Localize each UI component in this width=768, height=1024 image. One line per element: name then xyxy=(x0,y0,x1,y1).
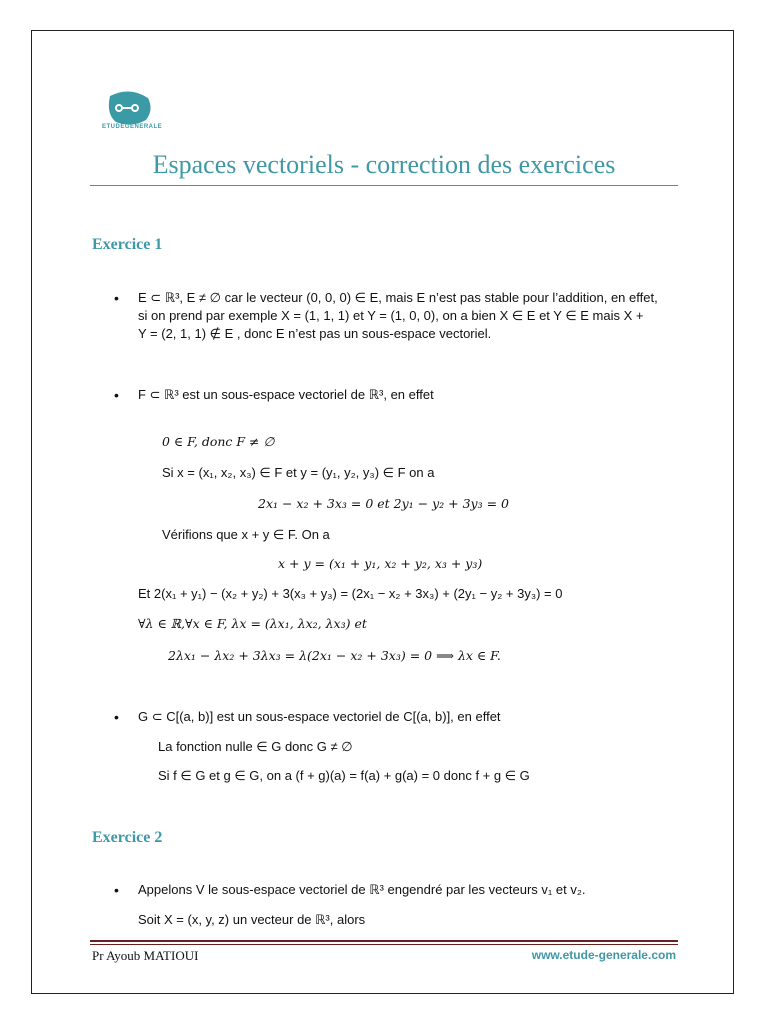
text-line: F ⊂ ℝ³ est un sous-espace vectoriel de ℝ³, en effet xyxy=(138,387,434,402)
bullet-icon: • xyxy=(114,882,119,898)
text-line: Vérifions que x + y ∈ F. On a xyxy=(162,527,330,542)
text-line: G ⊂ C[(a, b)] est un sous-espace vectoriel de C[(a, b)], en effet xyxy=(138,709,501,724)
footer-rule xyxy=(90,940,678,942)
section-title-exercice-2: Exercice 2 xyxy=(92,829,163,846)
math-line: 2λx₁ − λx₂ + 3λx₃ = λ(2x₁ − x₂ + 3x₃) = 0 ⟹ λx ∈ F. xyxy=(168,648,501,663)
text-line: Y = (2, 1, 1) ∉ E , donc E n’est pas un sous-espace vectoriel. xyxy=(138,326,492,341)
text-line: La fonction nulle ∈ G donc G ≠ ∅ xyxy=(158,739,353,754)
text-line: si on prend par exemple X = (1, 1, 1) et Y = (1, 0, 0), on a bien X ∈ E et Y ∈ E mais X + xyxy=(138,308,644,323)
bullet-icon: • xyxy=(114,290,119,306)
footer-website-link[interactable]: www.etude-generale.com xyxy=(531,948,676,962)
math-line: x + y = (x₁ + y₁, x₂ + y₂, x₃ + y₃) xyxy=(278,556,483,571)
text-line: Soit X = (x, y, z) un vecteur de ℝ³, alors xyxy=(138,912,366,927)
document-title: Espaces vectoriels - correction des exercices xyxy=(152,150,616,179)
title-underline xyxy=(90,185,678,186)
text-line: Si f ∈ G et g ∈ G, on a (f + g)(a) = f(a) + g(a) = 0 donc f + g ∈ G xyxy=(158,768,530,783)
text-line: Appelons V le sous-espace vectoriel de ℝ³ engendré par les vecteurs v₁ et v₂. xyxy=(138,882,586,897)
section-title-exercice-1: Exercice 1 xyxy=(92,236,163,253)
text-line: Et 2(x₁ + y₁) − (x₂ + y₂) + 3(x₃ + y₃) = (2x₁ − x₂ + 3x₃) + (2y₁ − y₂ + 3y₃) = 0 xyxy=(138,586,563,601)
footer-rule xyxy=(90,944,678,945)
logo-text: ETUDEGENERALE xyxy=(102,124,163,130)
math-line: 2x₁ − x₂ + 3x₃ = 0 et 2y₁ − y₂ + 3y₃ = 0 xyxy=(258,496,510,511)
footer-author: Pr Ayoub MATIOUI xyxy=(92,948,199,963)
bullet-icon: • xyxy=(114,387,119,403)
text-line: Si x = (x₁, x₂, x₃) ∈ F et y = (y₁, y₂, y₃) ∈ F on a xyxy=(162,465,435,480)
math-line: ∀λ ∈ ℝ,∀x ∈ F, λx = (λx₁, λx₂, λx₃) et xyxy=(138,616,367,631)
text-line: E ⊂ ℝ³, E ≠ ∅ car le vecteur (0, 0, 0) ∈ E, mais E n’est pas stable pour l’addition, en effet, xyxy=(138,290,658,305)
bullet-icon: • xyxy=(114,709,119,725)
math-line: 0 ∈ F, donc F ≠ ∅ xyxy=(162,434,275,449)
